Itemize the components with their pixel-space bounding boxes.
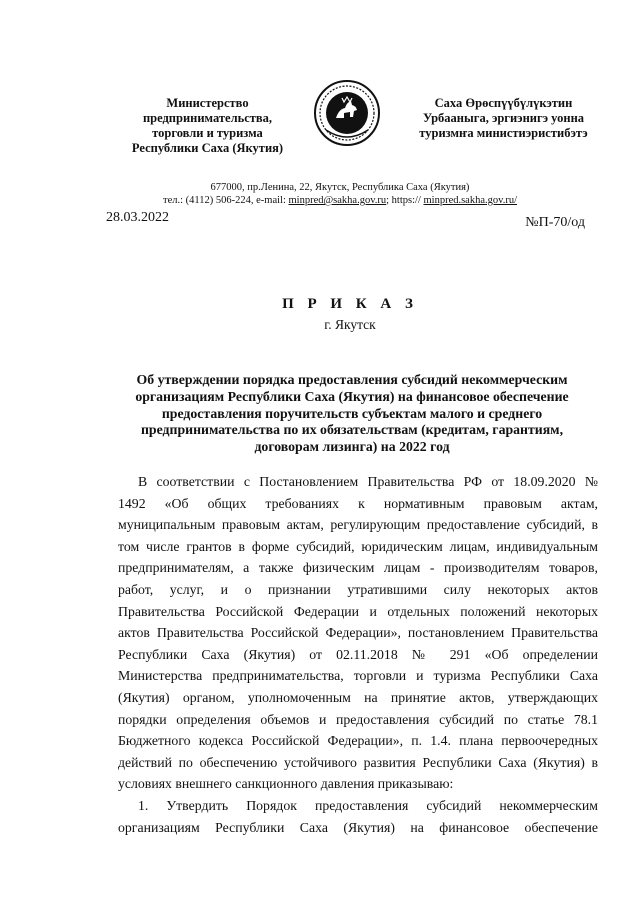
document-date: 28.03.2022 [106,210,169,225]
ministry-ru-line: торговли и туризма [152,126,263,140]
contact-separator: ; https:// [386,195,424,206]
heading-line: организациям Республики Саха (Якутия) на финансовое обеспечение [135,388,569,404]
body-line: организациям Республики Саха (Якутия) на финансовое обеспечение [118,819,598,835]
document-city: г. Якутск [324,317,376,332]
body-line: 1492 «Об общих требованиях к нормативным правовым актам, [118,495,598,511]
ministry-ru-line: Министерство [166,96,249,110]
body-line: Правительства Российской Федерации и отдельных положений некоторых [118,603,598,619]
body-line: том числе грантов в форме субсидий, юридическим лицам, индивидуальным [118,538,598,554]
website-link[interactable]: minpred.sakha.gov.ru/ [423,195,517,206]
ministry-name-russian [110,96,305,156]
document-number: №П-70/од [525,215,585,230]
body-line: (Якутия) органом, уполномоченным на принятие актов, утверждающих [118,689,598,705]
ministry-sah-line: Урбааныга, эргиэнигэ уонна [422,111,585,125]
body-line: условиях внешнего санкционного давления приказываю: [118,776,454,792]
body-line: порядки определения объемов и предоставления субсидий по статье 78.1 [118,711,598,727]
heading-line: предоставления поручительств субъектам малого и среднего [161,405,543,421]
body-line: предпринимателям, а также физическим лицам - производителям товаров, [118,560,598,576]
ministry-address [120,181,560,207]
body-line: 1. Утвердить Порядок предоставления субсидий некоммерческим [138,797,598,813]
order-body-text [118,471,598,838]
contact-line [120,194,560,207]
body-line: Министерства предпринимательства, торговли и туризма Республики Саха [118,668,598,684]
heading-line: Об утверждении порядка предоставления субсидий некоммерческим [136,372,568,387]
order-heading [118,372,586,456]
coat-of-arms-icon [312,78,382,148]
body-line: Республики Саха (Якутия) от 02.11.2018 № 291 «Об определении [118,646,598,662]
address-line: 677000, пр.Ленина, 22, Якутск, Республика Саха (Якутия) [210,182,470,193]
body-line: работ, услуг, и о признании утратившими силу некоторых актов [118,581,598,597]
body-line: актов Правительства Российской Федерации», постановлением Правительства [118,625,598,641]
ministry-name-sakha [396,96,611,141]
contact-phone: тел.: (4112) 506-224, e-mail: [163,195,289,206]
ministry-ru-line: Республики Саха (Якутия) [131,141,284,155]
ministry-sah-line: туризмҥа министиэристибэтэ [419,126,588,140]
heading-line: предпринимательства по их обязательствам (кредитам, гарантиям, [140,422,564,438]
body-line: муниципальным правовым актам, регулирующим предоставление субсидий, в [118,517,598,533]
body-line: В соответствии с Постановлением Правительства РФ от 18.09.2020 № [138,474,598,489]
document-title: П Р И К А З [282,296,418,312]
email-link[interactable]: minpred@sakha.gov.ru [288,195,387,206]
body-line: Бюджетного кодекса Российской Федерации», п. 1.4. плана первоочередных [118,733,598,749]
body-line: действий по обеспечению устойчивого развития Республики Саха (Якутия) в [118,754,598,770]
ministry-sah-line: Саха Өрөспүүбүлүкэтин [434,96,573,110]
heading-line: договорам лизинга) на 2022 год [254,439,450,455]
ministry-ru-line: предпринимательства, [142,111,273,125]
